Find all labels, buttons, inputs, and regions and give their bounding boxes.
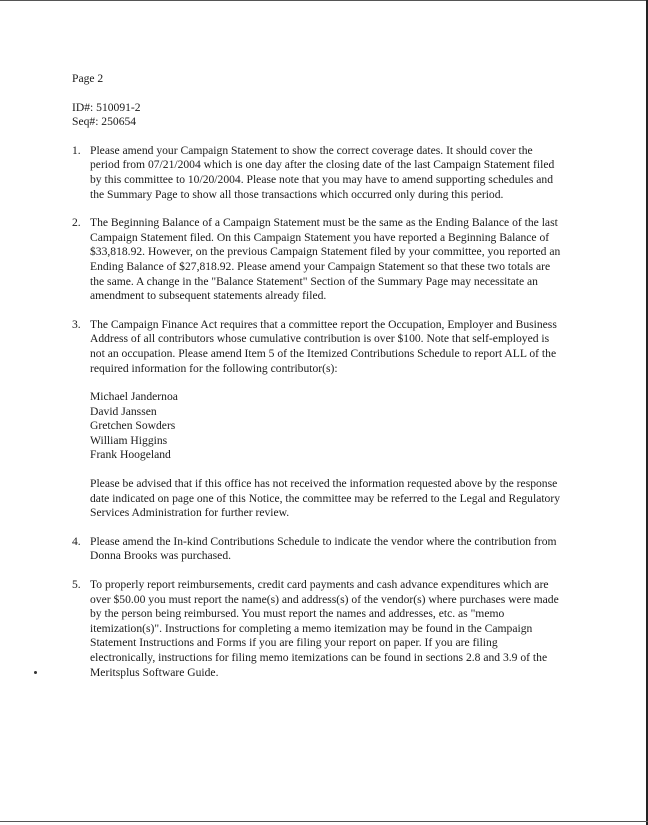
item-number: 3.	[72, 317, 81, 331]
referral-notice: Please be advised that if this office has not received the information requested above by the response date indicated on page one of this Notice, the committee may be referred to the Legal and Regulatory Services Administration for further review.	[90, 477, 561, 520]
notice-item-1	[72, 144, 562, 202]
contributor-name: Gretchen Sowders	[90, 419, 176, 433]
item-number: 4.	[72, 534, 81, 548]
contributor-list	[90, 390, 562, 463]
document-page	[72, 72, 562, 694]
notice-item-4	[72, 535, 562, 564]
notice-item-2	[72, 216, 562, 304]
item-text: The Campaign Finance Act requires that a committee report the Occupation, Employer and Business Address of all contributors whose cumulative contribution is over $100. Note that self-employed is not an occupation. Please amend Item 5 of the Itemized Contributions Schedule to report ALL of the required information for the following contributor(s):	[90, 317, 557, 375]
item-number: 2.	[72, 216, 81, 230]
contributor-name: Frank Hoogeland	[90, 448, 171, 462]
item-text: The Beginning Balance of a Campaign Statement must be the same as the Ending Balance of the last Campaign Statement filed. On this Campaign Statement you have reported a Beginning Balance of $33,818.92. However, on the previous Campaign Statement filed by your committee, you reported an Ending Balance of $27,818.92. Please amend your Campaign Statement so that these two totals are the same. A change in the "Balance Statement" Section of the Summary Page may necessitate an amendment to subsequent statements already filed.	[90, 216, 561, 303]
notice-items-list	[72, 144, 562, 680]
scan-speck	[34, 671, 37, 674]
contributor-name: William Higgins	[90, 433, 168, 447]
sequence-number: Seq#: 250654	[72, 115, 137, 129]
item-text: To properly report reimbursements, credit card payments and cash advance expenditures which are over $50.00 you must report the name(s) and address(s) of the vendor(s) where purchases were made by the person being reimbursed. You must report the names and addresses, etc. as "memo itemization(s)". Instructions for completing a memo itemization may be found in the Campaign Statement Instructions and Forms if you are filing your report on paper. If you are filing electronically, instructions for filing memo itemizations can be found in sections 2.8 and 3.9 of the Meritsplus Software Guide.	[90, 578, 559, 679]
notice-item-3	[72, 318, 562, 521]
id-number: ID#: 510091-2	[72, 100, 141, 114]
item-number: 1.	[72, 143, 81, 157]
page-number-label: Page 2	[72, 72, 104, 85]
contributor-name: Michael Jandernoa	[90, 390, 178, 404]
item-text: Please amend the In-kind Contributions Schedule to indicate the vendor where the contribution from Donna Brooks was purchased.	[90, 534, 557, 563]
item-number: 5.	[72, 578, 81, 592]
page-border-top	[0, 0, 648, 1]
notice-item-5	[72, 578, 562, 680]
contributor-name: David Janssen	[90, 404, 157, 418]
item-text: Please amend your Campaign Statement to show the correct coverage dates. It should cover the period from 07/21/2004 which is one day after the closing date of the last Campaign Statement filed by this committee to 10/20/2004. Please note that you may have to amend supporting schedules and the Summary Page to show all those transactions which occurred only during this period.	[90, 143, 555, 201]
page-border-bottom	[0, 821, 648, 822]
